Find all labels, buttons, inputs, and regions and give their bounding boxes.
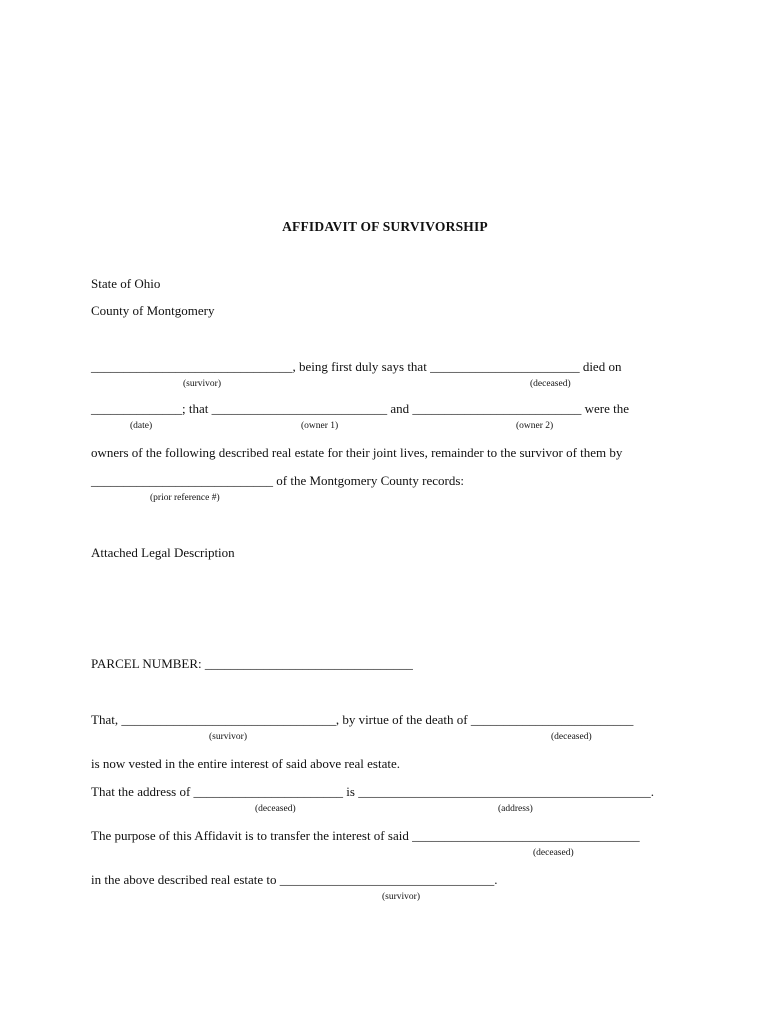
deceased-label: (deceased)	[530, 379, 571, 389]
document-title: AFFIDAVIT OF SURVIVORSHIP	[282, 219, 488, 234]
survivor-label: (survivor)	[382, 892, 420, 902]
vesting-line: That, _________________________________, by virtue of the death of _________________________	[91, 712, 634, 727]
vested-interest-line: is now vested in the entire interest of said above real estate.	[91, 756, 401, 771]
deceased-label: (deceased)	[551, 732, 592, 742]
deceased-label: (deceased)	[533, 848, 574, 858]
owners-description-line: owners of the following described real estate for their joint lives, remainder to the survivor of them by	[91, 445, 623, 460]
date-label: (date)	[130, 421, 153, 431]
deceased-label: (deceased)	[255, 804, 296, 814]
parcel-number-line: PARCEL NUMBER: ________________________________	[91, 656, 413, 671]
state-line: State of Ohio	[91, 276, 161, 291]
survivor-death-line: _______________________________, being first duly says that _______________________ died on	[91, 359, 622, 374]
owner2-label: (owner 2)	[516, 421, 554, 431]
purpose-line: The purpose of this Affidavit is to transfer the interest of said ___________________________________	[91, 828, 640, 843]
survivor-label: (survivor)	[183, 379, 221, 389]
address-line: That the address of _______________________ is _____________________________________________.	[91, 784, 654, 799]
address-label: (address)	[498, 804, 533, 814]
survivor-label: (survivor)	[209, 732, 247, 742]
prior-reference-label: (prior reference #)	[150, 493, 220, 503]
attached-legal-description: Attached Legal Description	[91, 545, 235, 560]
county-line: County of Montgomery	[91, 303, 215, 318]
owner1-label: (owner 1)	[301, 421, 339, 431]
owners-line: ______________; that ___________________________ and __________________________ were the	[91, 401, 630, 416]
transfer-line: in the above described real estate to _________________________________.	[91, 872, 498, 887]
records-line: ____________________________ of the Montgomery County records:	[91, 473, 464, 488]
